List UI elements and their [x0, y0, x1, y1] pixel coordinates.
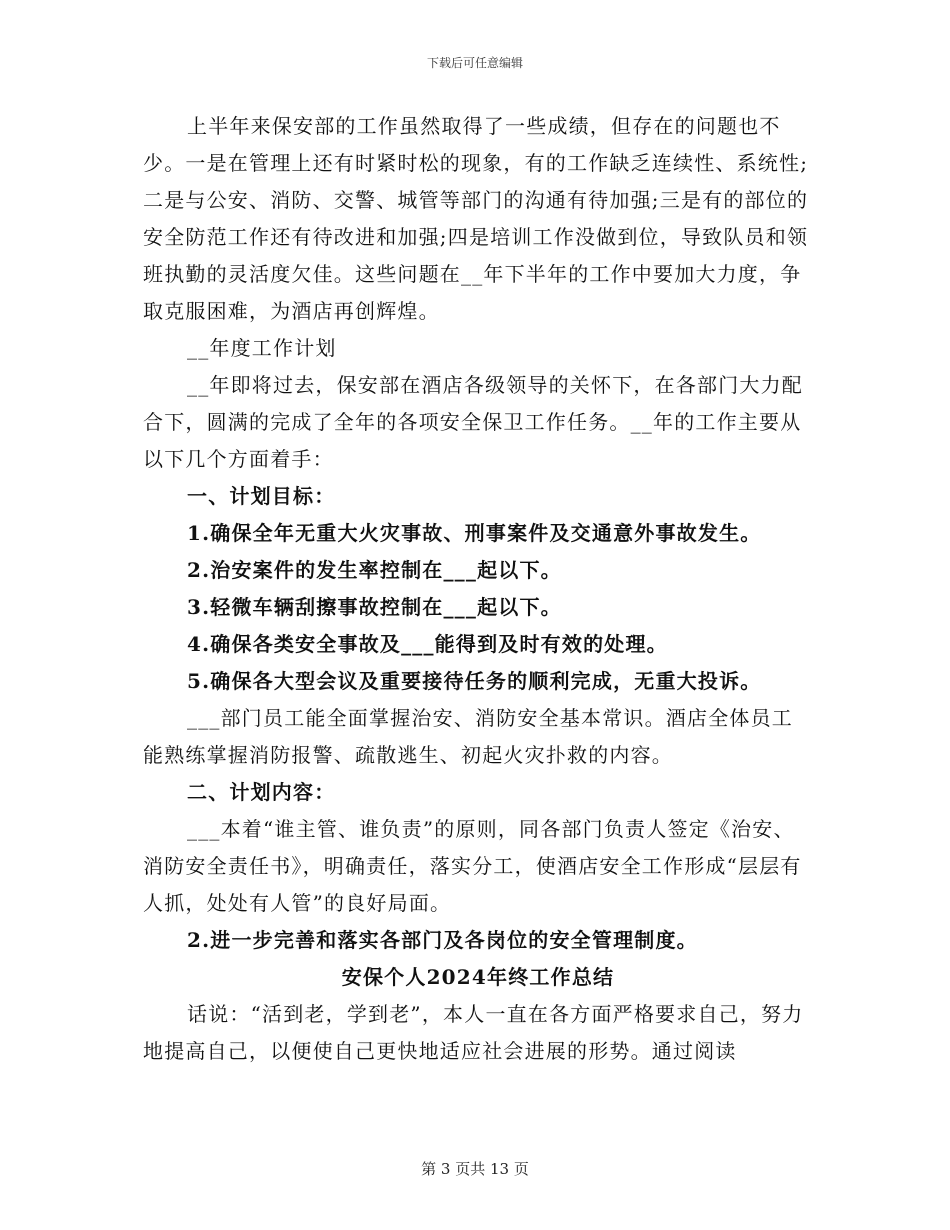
paragraph-intro: __年即将过去，保安部在酒店各级领导的关怀下，在各部门大力配合下，圆满的完成了全年的各项安全保卫工作任务。__年的工作主要从以下几个方面着手： [143, 373, 803, 471]
section-heading-content: 二、计划内容： [187, 780, 336, 804]
goal-item-5: 5.确保各大型会议及重要接待任务的顺利完成，无重大投诉。 [187, 669, 762, 693]
paragraph-summary: 上半年来保安部的工作虽然取得了一些成绩，但存在的问题也不少。一是在管理上还有时紧时松的现象，有的工作缺乏连续性、系统性;二是与公安、消防、交警、城管等部门的沟通有待加强;三是有的部位的安全防范工作还有待改进和加强;四是培训工作没做到位，导致队员和领班执勤的灵活度欠佳。这些问题在__年下半年的工作中要加大力度，争取克服困难，为酒店再创辉煌。 [143, 114, 809, 323]
paragraph-plan-heading: __年度工作计划 [187, 336, 337, 360]
document-title: 安保个人2024年终工作总结 [341, 965, 615, 989]
section-heading-goals: 一、计划目标： [187, 484, 336, 508]
header-note: 下载后可任意编辑 [426, 56, 523, 70]
document-body [143, 108, 813, 1070]
paragraph-opening: 话说：“活到老，学到老”，本人一直在各方面严格要求自己，努力地提高自己，以便使自己更快地适应社会进展的形势。通过阅读 [143, 1002, 804, 1063]
goal-item-2: 2.治安案件的发生率控制在___起以下。 [187, 558, 562, 582]
content-item-2: 2.进一步完善和落实各部门及各岗位的安全管理制度。 [187, 928, 698, 952]
paragraph-staff-training: ___部门员工能全面掌握治安、消防安全基本常识。酒店全体员工能熟练掌握消防报警、疏散逃生、初起火灾扑救的内容。 [143, 706, 793, 767]
goal-item-1: 1.确保全年无重大火灾事故、刑事案件及交通意外事故发生。 [187, 521, 762, 545]
goal-item-3: 3.轻微车辆刮擦事故控制在___起以下。 [187, 595, 562, 619]
page-number: 第 3 页共 13 页 [421, 1160, 529, 1178]
goal-item-4: 4.确保各类安全事故及___能得到及时有效的处理。 [187, 632, 668, 656]
paragraph-responsibility: ___本着“谁主管、谁负责”的原则，同各部门负责人签定《治安、消防安全责任书》，明确责任，落实分工，使酒店安全工作形成“层层有人抓，处处有人管”的良好局面。 [143, 817, 802, 915]
